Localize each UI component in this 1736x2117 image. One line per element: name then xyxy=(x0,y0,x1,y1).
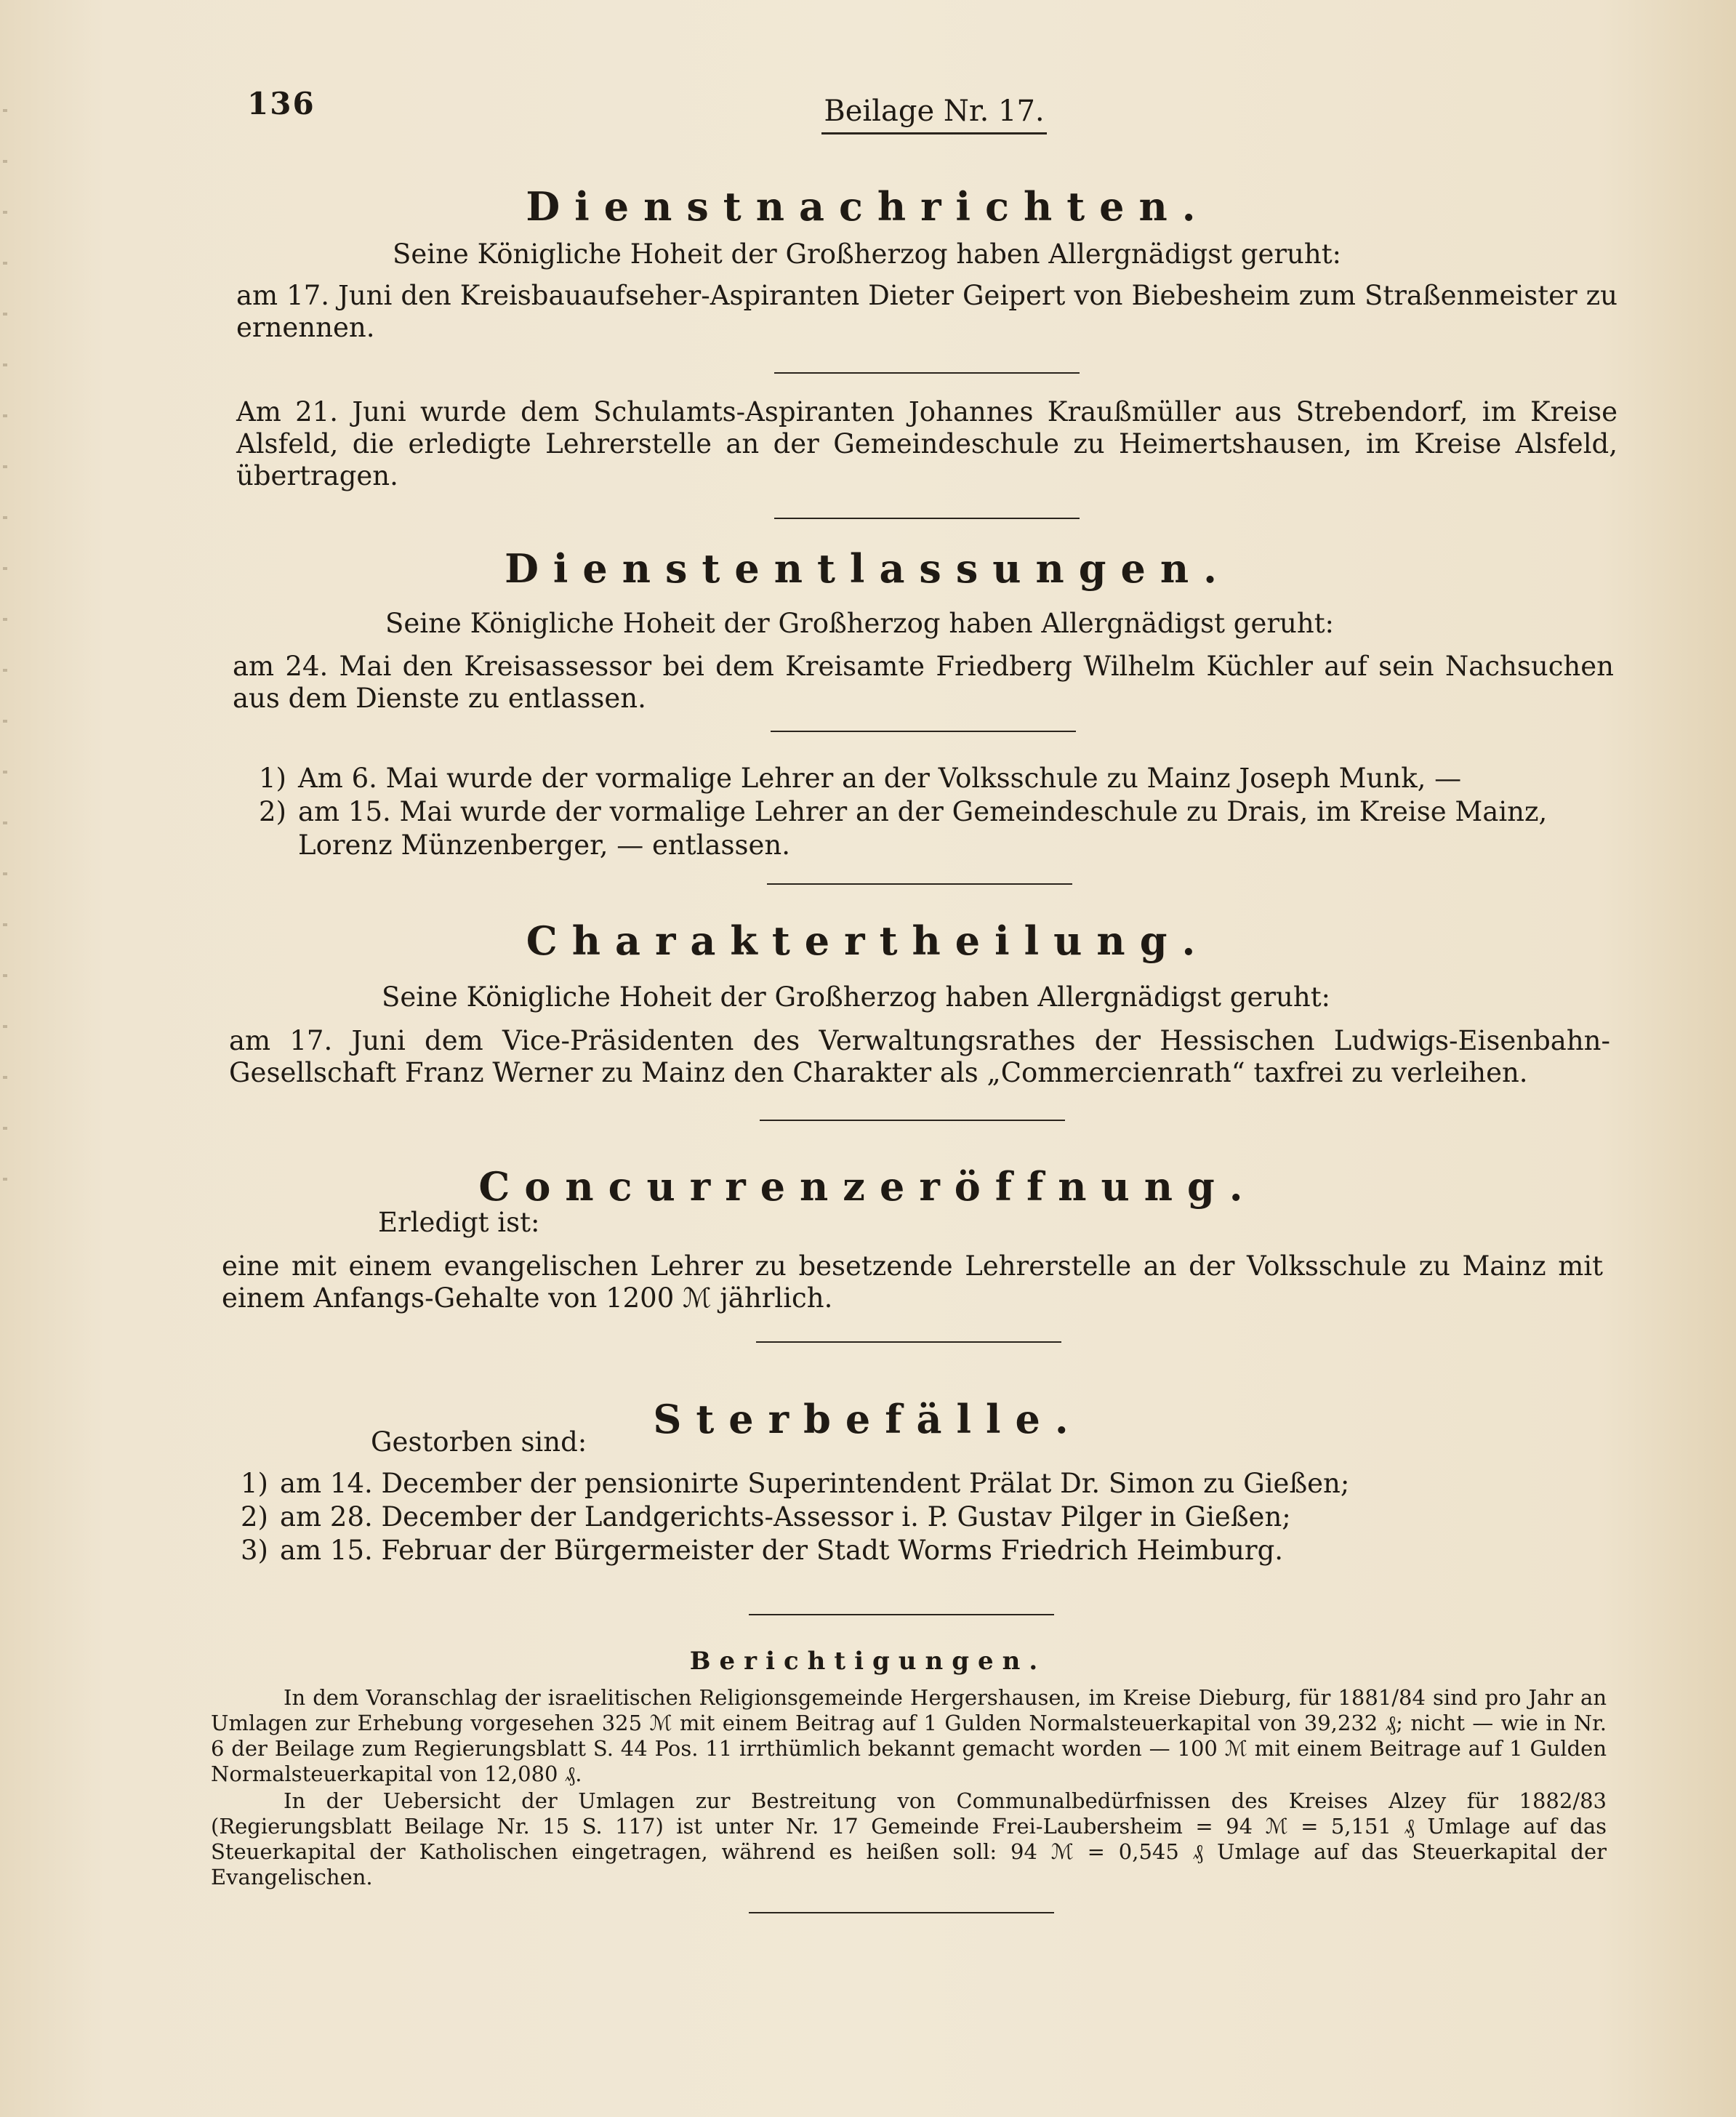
paragraph: am 17. Juni den Kreisbauaufseher-Aspiranten Dieter Geipert von Biebesheim zum Straßenmeister zu ernennen. xyxy=(236,280,1618,343)
divider xyxy=(774,372,1080,374)
divider xyxy=(749,1614,1054,1615)
intro-text: Seine Königliche Hoheit der Großherzog haben Allergnädigst geruht: xyxy=(385,608,1335,639)
page-edge-marks xyxy=(3,109,7,1200)
paragraph: am 24. Mai den Kreisassessor bei dem Kreisamte Friedberg Wilhelm Küchler auf sein Nachsuchen aus dem Dienste zu entlassen. xyxy=(233,651,1614,714)
section-title-dienstentlassungen: Dienstentlassungen. xyxy=(505,545,1231,592)
section-title-concurrenzeroeffnung: Concurrenzeröffnung. xyxy=(478,1163,1258,1210)
section-title-sterbefaelle: Sterbefälle. xyxy=(653,1396,1083,1442)
list-item: 1) Am 6. Mai wurde der vormalige Lehrer an der Volksschule zu Mainz Joseph Munk, — xyxy=(259,763,1462,794)
page-header: Beilage Nr. 17. xyxy=(821,95,1047,134)
divider xyxy=(760,1120,1065,1121)
divider xyxy=(771,731,1076,732)
page-number: 136 xyxy=(247,86,316,121)
list-item: 1) am 14. December der pensionirte Superintendent Prälat Dr. Simon zu Gießen; xyxy=(241,1468,1350,1499)
correction-paragraph: In dem Voranschlag der israelitischen Religionsgemeinde Hergershausen, im Kreise Dieburg, für 1881/84 sind pro Jahr an Umlagen zur Erhebung vorgesehen 325 ℳ mit einem Beitrag auf 1 Gulden Normalsteuerkapital von 39,232 ₰; nicht — wie in Nr. 6 der Beilage zum Regierungsblatt S. 44 Pos. 11 irrthümlich bekannt gemacht worden — 100 ℳ mit einem Beitrage auf 1 Gulden Normalsteuerkapital von 12,080 ₰. xyxy=(211,1685,1607,1786)
intro-text: Gestorben sind: xyxy=(371,1426,587,1458)
section-title-charaktertheilung: Charaktertheilung. xyxy=(526,917,1210,964)
paragraph: Am 21. Juni wurde dem Schulamts-Aspiranten Johannes Kraußmüller aus Strebendorf, im Kreise Alsfeld, die erledigte Lehrerstelle an der Gemeindeschule zu Heimertshausen, im Kreise Alsfeld, übertragen. xyxy=(236,396,1618,491)
section-title-berichtigungen: Berichtigungen. xyxy=(689,1647,1047,1676)
paragraph: am 17. Juni dem Vice-Präsidenten des Verwaltungsrathes der Hessischen Ludwigs-Eisenbahn-Gesellschaft Franz Werner zu Mainz den Charakter als „Commercienrath“ taxfrei zu verleihen. xyxy=(229,1025,1610,1088)
section-title-dienstnachrichten: Dienstnachrichten. xyxy=(526,183,1210,230)
intro-text: Seine Königliche Hoheit der Großherzog haben Allergnädigst geruht: xyxy=(382,981,1331,1013)
divider xyxy=(774,518,1080,519)
intro-text: Erledigt ist: xyxy=(378,1207,540,1238)
list-item: 2) am 28. December der Landgerichts-Assessor i. P. Gustav Pilger in Gießen; xyxy=(241,1501,1291,1532)
paragraph: eine mit einem evangelischen Lehrer zu besetzende Lehrerstelle an der Volksschule zu Mainz mit einem Anfangs-Gehalte von 1200 ℳ jährlich. xyxy=(222,1250,1603,1314)
dismissal-list xyxy=(240,762,1614,862)
list-item: 2) am 15. Mai wurde der vormalige Lehrer an der Gemeindeschule zu Drais, im Kreise Mainz, Lorenz Münzenberger, — entlassen. xyxy=(259,796,1548,861)
intro-text: Seine Königliche Hoheit der Großherzog haben Allergnädigst geruht: xyxy=(393,238,1342,270)
correction-paragraph: In der Uebersicht der Umlagen zur Bestreitung von Communalbedürfnissen des Kreises Alzey für 1882/83 (Regierungsblatt Beilage Nr. 15 S. 117) ist unter Nr. 17 Gemeinde Frei-Laubersheim = 94 ℳ = 5,151 ₰ Umlage auf das Steuerkapital der Katholischen eingetragen, während es heißen soll: 94 ℳ = 0,545 ₰ Umlage auf das Steuerkapital der Evangelischen. xyxy=(211,1788,1607,1889)
death-list xyxy=(222,1467,1603,1567)
divider xyxy=(749,1912,1054,1913)
divider xyxy=(756,1341,1061,1343)
divider xyxy=(767,883,1072,885)
list-item: 3) am 15. Februar der Bürgermeister der Stadt Worms Friedrich Heimburg. xyxy=(241,1535,1284,1566)
